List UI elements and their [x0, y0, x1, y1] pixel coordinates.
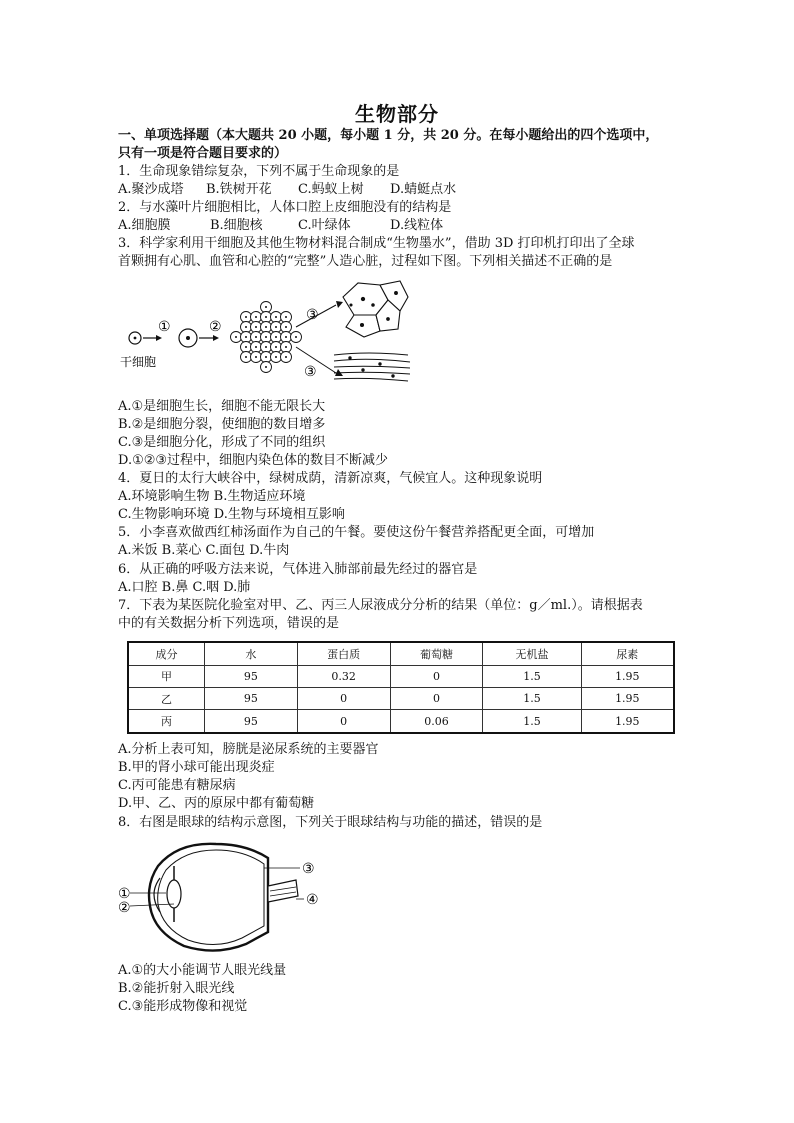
q1-options [118, 181, 456, 199]
step3b-label: ③ [304, 364, 317, 380]
stem-cell-diagram [118, 275, 418, 395]
q5-options[interactable]: A.米饭 B.菜心 C.面包 D.牛肉 [118, 543, 290, 558]
q6-options[interactable]: A.口腔 B.鼻 C.咽 D.肺 [118, 580, 251, 595]
table-header-cell: 葡萄糖 [390, 642, 483, 665]
cluster-cell-nucleus [255, 356, 257, 358]
table-row [128, 710, 674, 733]
q1-option-d[interactable]: D.蜻蜓点水 [390, 182, 457, 197]
cluster-cell-nucleus [285, 336, 287, 338]
q8-stem: 8．右图是眼球的结构示意图，下列关于眼球结构与功能的描述，错误的是 [118, 815, 543, 830]
table-cell: 乙 [128, 687, 204, 709]
table-cell: 95 [204, 665, 297, 687]
cluster-cell-nucleus [275, 326, 277, 328]
cluster-cell-nucleus [235, 336, 237, 338]
table-cell: 1.95 [581, 665, 674, 687]
table-cell: 0 [297, 710, 390, 733]
table-header-cell: 水 [204, 642, 297, 665]
section-header-line2: 只有一项是符合题目要求的） [118, 146, 288, 161]
table-header-row [128, 642, 674, 665]
table-row [128, 665, 674, 687]
table-header-cell: 尿素 [581, 642, 674, 665]
step1-label: ① [158, 319, 171, 335]
q3-stem-line2: 首颗拥有心肌、血管和心腔的“完整”人造心脏，过程如下图。下列相关描述不正确的是 [118, 254, 613, 269]
cardiac-tissue-icon [343, 281, 408, 337]
cluster-cell-nucleus [275, 316, 277, 318]
cluster-cell-nucleus [275, 336, 277, 338]
q8-option-c[interactable]: C.③能形成物像和视觉 [118, 999, 248, 1014]
table-cell: 0 [390, 665, 483, 687]
table-cell: 1.5 [483, 710, 581, 733]
q6-stem: 6．从正确的呼吸方法来说，气体进入肺部前最先经过的器官是 [118, 562, 478, 577]
cluster-cell-nucleus [285, 356, 287, 358]
q7-stem-line1: 7．下表为某医院化验室对甲、乙、丙三人尿液成分分析的结果（单位：g／ml.）。请根据表 [118, 598, 643, 613]
table-cell: 0 [390, 687, 483, 709]
q7-option-c[interactable]: C.丙可能患有糖尿病 [118, 778, 236, 793]
q4-options-ab[interactable]: A.环境影响生物 B.生物适应环境 [118, 489, 306, 504]
table-header-cell: 成分 [128, 642, 204, 665]
cluster-cell-nucleus [245, 346, 247, 348]
section-header-line1: 一、单项选择题（本大题共 20 小题，每小题 1 分，共 20 分。在每小题给出的四个选项中， [118, 128, 659, 143]
q1-stem: 1．生命现象错综复杂，下列不属于生命现象的是 [118, 164, 400, 179]
table-row [128, 687, 674, 709]
page-title: 生物部分 [355, 102, 439, 126]
cluster-cell-nucleus [265, 346, 267, 348]
table-cell: 95 [204, 687, 297, 709]
cluster-cell-nucleus [245, 336, 247, 338]
q5-stem: 5．小李喜欢做西红柿汤面作为自己的午餐。要使这份午餐营养搭配更全面，可增加 [118, 525, 595, 540]
q3-option-a[interactable]: A.①是细胞生长，细胞不能无限长大 [118, 399, 326, 414]
cluster-cell-nucleus [285, 346, 287, 348]
table-cell: 95 [204, 710, 297, 733]
q8-option-a[interactable]: A.①的大小能调节人眼光线量 [118, 963, 287, 978]
table-cell: 0.32 [297, 665, 390, 687]
q2-option-a[interactable]: A.细胞膜 [118, 218, 171, 233]
table-cell: 0.06 [390, 710, 483, 733]
cluster-cell-nucleus [255, 336, 257, 338]
q1-option-c[interactable]: C.蚂蚁上树 [298, 182, 364, 197]
urine-analysis-table [127, 641, 675, 734]
cluster-cell-nucleus [295, 336, 297, 338]
q7-option-a[interactable]: A.分析上表可知，膀胱是泌尿系统的主要器官 [118, 742, 379, 757]
cluster-cell-nucleus [265, 316, 267, 318]
cluster-cell-nucleus [265, 366, 267, 368]
cluster-cell-nucleus [255, 316, 257, 318]
q2-stem: 2．与水藻叶片细胞相比，人体口腔上皮细胞没有的结构是 [118, 200, 452, 215]
cluster-cell-nucleus [265, 336, 267, 338]
lens [167, 880, 181, 908]
cluster-cell-nucleus [275, 356, 277, 358]
table-cell: 甲 [128, 665, 204, 687]
q4-stem: 4．夏日的太行大峡谷中，绿树成荫，清新凉爽，气候宜人。这种现象说明 [118, 471, 543, 486]
cluster-cell-nucleus [265, 306, 267, 308]
eye-label-1: ① [118, 886, 131, 902]
q1-option-b[interactable]: B.铁树开花 [206, 182, 272, 197]
q7-stem-line2: 中的有关数据分析下列选项，错误的是 [118, 616, 340, 631]
q1-option-a[interactable]: A.聚沙成塔 [118, 182, 184, 197]
q3-option-d[interactable]: D.①②③过程中，细胞内染色体的数目不断减少 [118, 453, 389, 468]
cluster-cell-nucleus [245, 316, 247, 318]
q3-stem-line1: 3．科学家利用干细胞及其他生物材料混合制成“生物墨水”，借助 3D 打印机打印出了全球 [118, 236, 635, 251]
eye-label-2: ② [118, 900, 131, 916]
eyeball-diagram [118, 836, 338, 958]
eye-label-4: ④ [306, 892, 319, 908]
eye-label-3: ③ [302, 861, 315, 877]
q7-option-b[interactable]: B.甲的肾小球可能出现炎症 [118, 760, 275, 775]
step2-label: ② [209, 319, 222, 335]
cluster-cell-nucleus [245, 326, 247, 328]
cluster-cell-nucleus [245, 356, 247, 358]
cluster-cell-nucleus [275, 346, 277, 348]
q2-option-d[interactable]: D.线粒体 [390, 218, 444, 233]
table-cell: 1.95 [581, 687, 674, 709]
table-cell: 1.5 [483, 687, 581, 709]
q3-option-b[interactable]: B.②是细胞分裂，使细胞的数目增多 [118, 417, 326, 432]
q4-options-cd[interactable]: C.生物影响环境 D.生物与环境相互影响 [118, 507, 345, 522]
cell-cluster-icon [231, 302, 302, 373]
q3-option-c[interactable]: C.③是细胞分化，形成了不同的组织 [118, 435, 326, 450]
q8-option-b[interactable]: B.②能折射入眼光线 [118, 981, 235, 996]
table-cell: 0 [297, 687, 390, 709]
q7-option-d[interactable]: D.甲、乙、丙的原尿中都有葡萄糖 [118, 796, 315, 811]
table-cell: 1.95 [581, 710, 674, 733]
cluster-cell-nucleus [285, 326, 287, 328]
q2-option-c[interactable]: C.叶绿体 [298, 218, 351, 233]
q2-option-b[interactable]: B.细胞核 [210, 218, 263, 233]
table-cell: 1.5 [483, 665, 581, 687]
cluster-cell-nucleus [255, 346, 257, 348]
table-header-cell: 蛋白质 [297, 642, 390, 665]
q2-options [118, 217, 443, 235]
table-cell: 丙 [128, 710, 204, 733]
muscle-tissue-icon [334, 353, 410, 381]
cluster-cell-nucleus [265, 326, 267, 328]
cluster-cell-nucleus [285, 316, 287, 318]
step3a-label: ③ [306, 307, 319, 323]
cluster-cell-nucleus [255, 326, 257, 328]
cluster-cell-nucleus [265, 356, 267, 358]
stem-cell-label: 干细胞 [120, 355, 157, 369]
table-header-cell: 无机盐 [483, 642, 581, 665]
